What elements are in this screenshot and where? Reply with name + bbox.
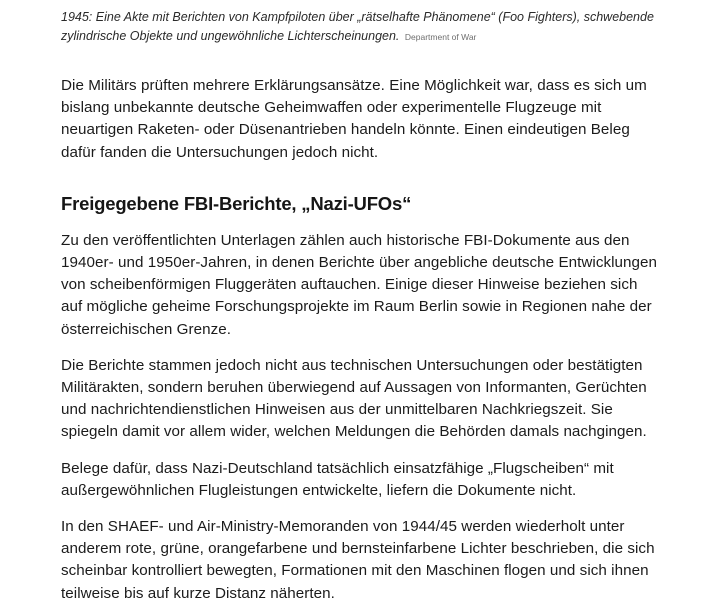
caption-text: 1945: Eine Akte mit Berichten von Kampfpiloten über „rätselhafte Phänomene“ (Foo Fighters), schwebende zylindrische Objekte und ungewöhnliche Lichterscheinungen. bbox=[61, 10, 654, 43]
article-body bbox=[61, 0, 661, 605]
section-heading: Freigegebene FBI-Berichte, „Nazi-UFOs“ bbox=[61, 192, 412, 214]
image-caption bbox=[61, 8, 661, 46]
photo-credit: Department of War bbox=[404, 31, 477, 42]
paragraph-fbi-documents: Zu den veröffentlichten Unterlagen zählen auch historische FBI-Dokumente aus den 1940er- und 1950er-Jahren, in denen Berichte über angebliche deutsche Entwicklungen von scheibenförmigen Fluggeräten auftauchen. Einige dieser Hinweise beziehen sich auf mögliche geheime Forschungsprojekte im Raum Berlin sowie in Regionen nahe der österreichischen Grenze. bbox=[61, 231, 658, 338]
paragraph-intro: Die Militärs prüften mehrere Erklärungsansätze. Eine Möglichkeit war, dass es sich um bislang unbekannte deutsche Geheimwaffen oder experimentelle Flugzeuge mit neuartigen Raketen- oder Düsenantrieben handeln könnte. Einen eindeutigen Beleg dafür fanden die Untersuchungen jedoch nicht. bbox=[61, 77, 647, 161]
paragraph-no-evidence: Belege dafür, dass Nazi-Deutschland tatsächlich einsatzfähige „Flugscheiben“ mit außergewöhnlichen Flugleistungen entwickelte, liefern die Dokumente nicht. bbox=[61, 459, 614, 499]
paragraph-shaef-memoranda: In den SHAEF- und Air-Ministry-Memoranden von 1944/45 werden wiederholt unter anderem rote, grüne, orangefarbene und bernsteinfarbene Lichter beschrieben, die sich scheinbar kontrolliert bewegten, Formationen mit den Maschinen flogen und sich ihnen teilweise bis auf kurze Distanz näherten. bbox=[61, 518, 655, 602]
paragraph-report-sources: Die Berichte stammen jedoch nicht aus technischen Untersuchungen oder bestätigten Militärakten, sondern beruhen überwiegend auf Aussagen von Informanten, Gerüchten und nachrichtendienstlichen Hinweisen aus der unmittelbaren Nachkriegszeit. Sie spiegeln damit vor allem wider, welchen Meldungen die Behörden damals nachgingen. bbox=[61, 356, 647, 441]
